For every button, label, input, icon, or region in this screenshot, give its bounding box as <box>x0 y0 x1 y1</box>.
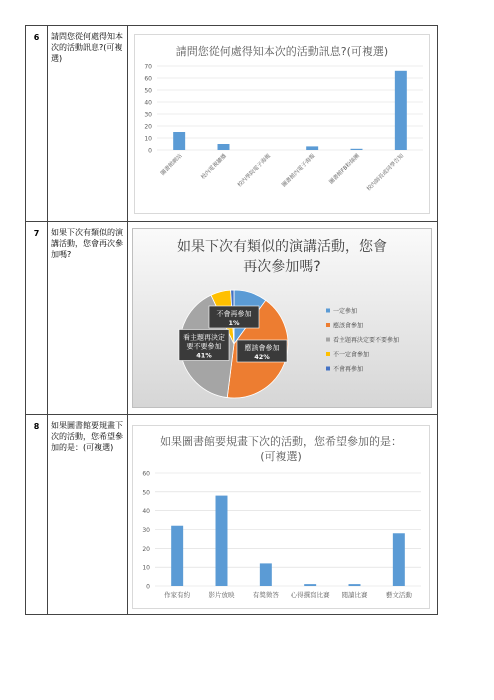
chart-cell <box>128 415 437 614</box>
question-number: 6 <box>26 26 48 221</box>
legend-swatch <box>326 338 330 342</box>
bar <box>393 533 405 586</box>
x-tick-label: 校內師長或同學告知 <box>365 153 406 193</box>
chart-svg <box>135 35 431 215</box>
legend-swatch <box>326 323 330 327</box>
bar <box>218 144 230 150</box>
bar-chart-sources <box>134 34 430 214</box>
legend-label: 不會再參加 <box>333 366 364 373</box>
y-tick-label: 70 <box>144 63 152 71</box>
question-text: 如果圖書館要規畫下次的活動，您希望參加的是：(可複選) <box>48 415 128 614</box>
bar <box>306 146 318 150</box>
legend-label: 不一定會參加 <box>333 351 370 359</box>
data-label-name: 看主題再決定 <box>183 333 225 342</box>
question-row-7 <box>25 222 438 415</box>
data-label-pct: 41% <box>196 351 212 360</box>
question-row-6 <box>25 25 438 222</box>
question-text: 請問您從何處得知本次的活動訊息?(可複選) <box>48 26 128 221</box>
legend-label: 應該會參加 <box>333 322 364 330</box>
data-label-pct: 1% <box>228 319 240 327</box>
x-tick-label: 影片放映 <box>208 591 235 599</box>
y-tick-label: 10 <box>142 564 150 572</box>
x-tick-label: 閱讀比賽 <box>341 591 368 599</box>
bar <box>304 584 316 586</box>
x-tick-label: 校內電視牆播 <box>200 153 228 181</box>
data-label-name: 不會再參加 <box>216 310 252 318</box>
y-tick-label: 20 <box>144 123 152 131</box>
chart-svg <box>133 229 433 409</box>
legend-label: 看主題再決定要不要參加 <box>333 337 400 344</box>
bar <box>395 71 407 150</box>
x-tick-label: 圖書館FB粉絲團 <box>328 153 361 186</box>
bar <box>351 149 363 150</box>
x-tick-label: 圖書館網站 <box>159 153 184 177</box>
y-tick-label: 30 <box>144 111 152 119</box>
y-tick-label: 10 <box>144 135 152 143</box>
y-tick-label: 0 <box>148 147 152 155</box>
chart-cell <box>128 26 437 221</box>
data-label-name: 應該會參加 <box>244 344 280 352</box>
bar <box>349 584 361 586</box>
x-tick-label: 校內學院電子海報 <box>236 153 273 189</box>
bar <box>260 563 272 586</box>
chart-svg <box>133 426 431 610</box>
bar <box>173 132 185 150</box>
chart-title: 如果下次有類似的演講活動，您會再次參加嗎? <box>177 239 387 275</box>
y-tick-label: 0 <box>146 583 150 591</box>
y-tick-label: 40 <box>144 99 152 107</box>
data-label-name: 要不要參加 <box>186 342 222 351</box>
y-tick-label: 20 <box>142 545 150 553</box>
bar-chart-next-activity <box>132 425 430 609</box>
legend-swatch <box>326 367 330 371</box>
bar <box>171 526 183 586</box>
bar <box>216 496 228 586</box>
y-tick-label: 60 <box>142 470 150 478</box>
question-number: 7 <box>26 222 48 414</box>
legend-swatch <box>326 309 330 313</box>
chart-title: 如果圖書館要規畫下次的活動，您希望參加的是：(可複選) <box>160 435 402 463</box>
y-tick-label: 50 <box>144 87 152 95</box>
chart-cell <box>128 222 437 414</box>
x-tick-label: 有獎徵答 <box>252 591 279 599</box>
question-number: 8 <box>26 415 48 614</box>
x-tick-label: 作家有約 <box>164 591 191 599</box>
question-row-8 <box>25 415 438 615</box>
y-tick-label: 40 <box>142 508 150 516</box>
question-text: 如果下次有類似的演講活動，您會再次參加嗎? <box>48 222 128 414</box>
data-label-pct: 42% <box>254 353 270 361</box>
x-tick-label: 藝文活動 <box>385 591 412 599</box>
legend-swatch <box>326 352 330 356</box>
x-tick-label: 圖書館內電子海報 <box>281 153 317 189</box>
x-tick-label: 心得撰寫比賽 <box>290 591 330 599</box>
pie-chart-attend-again <box>132 228 432 408</box>
y-tick-label: 30 <box>142 527 150 534</box>
legend-label: 一定參加 <box>333 308 358 315</box>
y-tick-label: 60 <box>144 75 152 83</box>
y-tick-label: 50 <box>142 489 150 497</box>
chart-title: 請問您從何處得知本次的活動訊息?(可複選) <box>175 45 389 58</box>
